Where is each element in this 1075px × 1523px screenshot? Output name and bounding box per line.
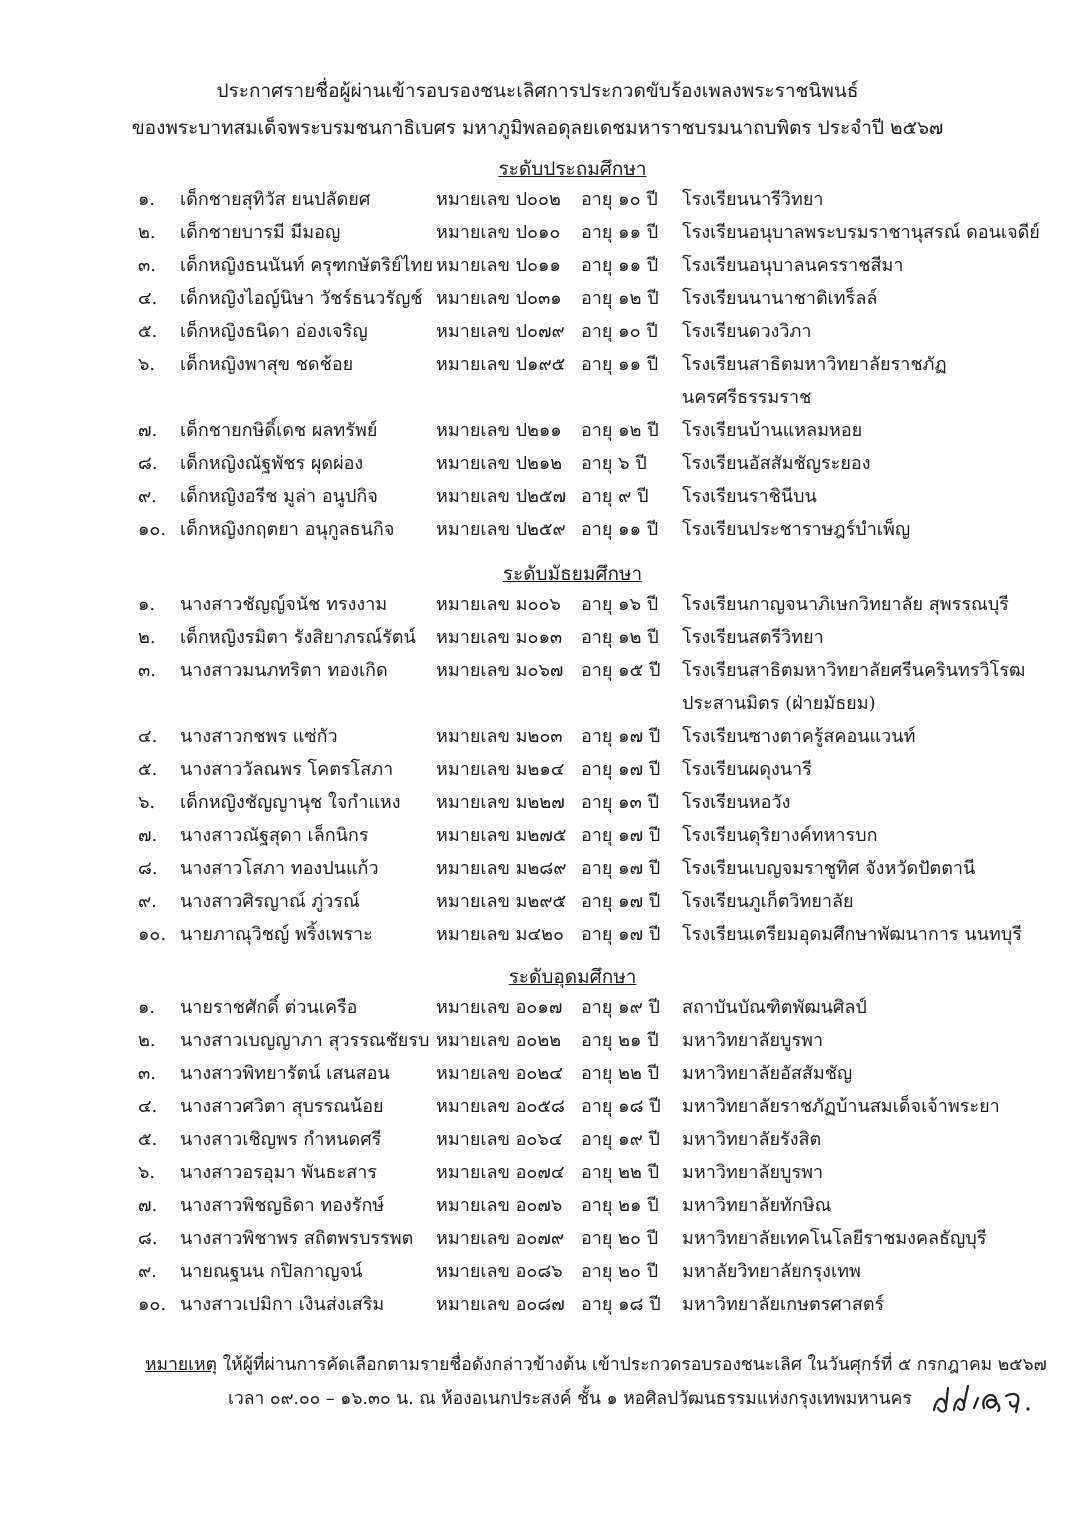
contestant-school: โรงเรียนภูเก็ตวิทยาลัย xyxy=(682,891,854,912)
row-number: ๒. xyxy=(138,1030,156,1051)
contestant-name: เด็กหญิงณัฐพัชร ผุดผ่อง xyxy=(180,453,364,474)
contestant-age: อายุ ๑๗ ปี xyxy=(581,759,661,780)
row-number: ๑๐. xyxy=(138,924,167,945)
contestant-school: มหาวิทยาลัยเทคโนโลยีราชมงคลธัญบุรี xyxy=(682,1228,987,1249)
contestant-age: อายุ ๒๑ ปี xyxy=(581,1195,659,1216)
contestant-number: หมายเลข ป๐๑๑ xyxy=(436,255,561,276)
contestant-name: นางสาวณัฐสุดา เล็กนิกร xyxy=(180,825,369,846)
row-number: ๓. xyxy=(138,255,157,276)
contestant-age: อายุ ๒๐ ปี xyxy=(581,1261,659,1282)
row-number: ๓. xyxy=(138,660,157,681)
contestant-number: หมายเลข อ๐๘๖ xyxy=(436,1261,563,1282)
contestant-school: โรงเรียนราชินีบน xyxy=(682,486,817,507)
row-number: ๕. xyxy=(138,759,158,780)
contestant-school: โรงเรียนสาธิตมหาวิทยาลัยศรีนครินทรวิโรฒ xyxy=(682,660,1026,681)
row-number: ๑. xyxy=(138,997,156,1018)
contestant-number: หมายเลข ป๑๙๕ xyxy=(436,354,566,375)
contestant-name: นางสาวเบญญาภา สุวรรณชัยรบ xyxy=(180,1030,430,1051)
list-item xyxy=(0,348,1075,381)
list-item xyxy=(0,183,1075,216)
contestant-age: อายุ ๑๒ ปี xyxy=(581,420,659,441)
contestant-age: อายุ ๑๗ ปี xyxy=(581,924,661,945)
contestant-age: อายุ ๑๗ ปี xyxy=(581,825,661,846)
contestant-age: อายุ ๑๘ ปี xyxy=(581,1096,661,1117)
row-number: ๘. xyxy=(138,858,158,879)
row-number: ๔. xyxy=(138,1096,158,1117)
contestant-number: หมายเลข ม๔๒๐ xyxy=(436,924,564,945)
list-item xyxy=(0,588,1075,621)
contestant-name: เด็กหญิงรมิตา รังสิยาภรณ์รัตน์ xyxy=(180,627,416,648)
contestant-number: หมายเลข ม๒๗๕ xyxy=(436,825,567,846)
contestant-age: อายุ ๑๑ ปี xyxy=(581,354,659,375)
contestant-name: นางสาวเปมิกา เงินส่งเสริม xyxy=(180,1294,385,1315)
row-number: ๖. xyxy=(138,1162,156,1183)
contestant-number: หมายเลข อ๐๗๖ xyxy=(436,1195,563,1216)
contestant-school: มหาวิทยาลัยอัสสัมชัญ xyxy=(682,1063,853,1084)
list-item xyxy=(0,1057,1075,1090)
contestant-number: หมายเลข ป๒๕๙ xyxy=(436,519,566,540)
contestant-age: อายุ ๑๗ ปี xyxy=(581,891,661,912)
list-item xyxy=(0,918,1075,951)
note-line-1 xyxy=(145,1350,1047,1378)
contestant-name: นายภาณุวิชญ์ พริ้งเพราะ xyxy=(180,924,373,945)
contestant-age: อายุ ๑๑ ปี xyxy=(581,519,659,540)
row-number: ๑๐. xyxy=(138,519,167,540)
contestant-age: อายุ ๑๙ ปี xyxy=(581,1129,660,1150)
contestant-name: นางสาวศวิตา สุบรรณน้อย xyxy=(180,1096,384,1117)
contestant-number: หมายเลข อ๐๗๙ xyxy=(436,1228,565,1249)
contestant-name: นางสาวศิรญาณ์ ภู่วรณ์ xyxy=(180,891,360,912)
contestant-number: หมายเลข อ๐๒๒ xyxy=(436,1030,562,1051)
note-text: ให้ผู้ที่ผ่านการคัดเลือกตามรายชื่อดังกล่าวข้างต้น เข้าประกวดรอบรองชนะเลิศ ในวันศุกร์ที่ ๕ กรกฎาคม ๒๕๖๗ xyxy=(217,1355,1047,1375)
contestant-name: เด็กหญิงธนนันท์ ครุฑกษัตริย์ไทย xyxy=(180,255,434,276)
row-number: ๙. xyxy=(138,1261,157,1282)
contestant-school: โรงเรียนอนุบาลพระบรมราชานุสรณ์ ดอนเจดีย์ xyxy=(682,222,1040,243)
contestant-school: มหาวิทยาลัยทักษิณ xyxy=(682,1195,832,1216)
handwritten-initials xyxy=(930,1380,1040,1420)
row-number: ๖. xyxy=(138,354,156,375)
list-item xyxy=(0,315,1075,348)
list-item xyxy=(0,819,1075,852)
contestant-number: หมายเลข ม๒๘๙ xyxy=(436,858,567,879)
list-item xyxy=(0,282,1075,315)
contestant-school: มหาวิทยาลัยราชภัฏบ้านสมเด็จเจ้าพระยา xyxy=(682,1096,1000,1117)
row-number: ๑. xyxy=(138,594,156,615)
contestant-number: หมายเลข ม๒๑๔ xyxy=(436,759,565,780)
contestant-name: นางสาวพิชาพร สถิตพรบรรพต xyxy=(180,1228,414,1249)
list-item xyxy=(0,720,1075,753)
contestant-school: โรงเรียนนารีวิทยา xyxy=(682,189,824,210)
contestant-school: โรงเรียนเบญจมราชูทิศ จังหวัดปัตตานี xyxy=(682,858,976,879)
row-number: ๒. xyxy=(138,222,156,243)
contestant-age: อายุ ๑๐ ปี xyxy=(581,321,658,342)
contestant-age: อายุ ๑๗ ปี xyxy=(581,858,661,879)
list-item xyxy=(0,852,1075,885)
contestant-age: อายุ ๑๖ ปี xyxy=(581,594,659,615)
list-item xyxy=(0,1189,1075,1222)
contestant-name: นางสาวพิชญธิดา ทองรักษ์ xyxy=(180,1195,385,1216)
row-number: ๔. xyxy=(138,726,158,747)
contestant-name: เด็กหญิงไอญ์นิษา วัชร์ธนวรัญช์ xyxy=(180,288,423,309)
contestant-number: หมายเลข ป๐๑๐ xyxy=(436,222,561,243)
contestant-name: นายราชศักดิ์ ต่วนเครือ xyxy=(180,997,358,1018)
contestant-age: อายุ ๑๒ ปี xyxy=(581,627,659,648)
title-line-2: ของพระบาทสมเด็จพระบรมชนกาธิเบศร มหาภูมิพลอดุลยเดชมหาราชบรมนาถบพิตร ประจำปี ๒๕๖๗ xyxy=(131,117,944,139)
contestant-school: โรงเรียนดวงวิภา xyxy=(682,321,812,342)
contestant-school-continued: ประสานมิตร (ฝ่ายมัธยม) xyxy=(682,693,876,714)
list-item xyxy=(0,216,1075,249)
contestant-name: เด็กหญิงกฤตยา อนุกูลธนกิจ xyxy=(180,519,395,540)
contestant-number: หมายเลข ป๐๐๒ xyxy=(436,189,561,210)
contestant-school: โรงเรียนสตรีวิทยา xyxy=(682,627,824,648)
list-item xyxy=(0,1222,1075,1255)
contestant-name: เด็กหญิงชัญญานุช ใจกำแหง xyxy=(180,792,401,813)
contestant-age: อายุ ๑๑ ปี xyxy=(581,255,659,276)
contestant-number: หมายเลข ป๒๑๑ xyxy=(436,420,562,441)
section-heading-tertiary: ระดับอุดมศึกษา xyxy=(508,966,637,988)
contestant-number: หมายเลข อ๐๒๔ xyxy=(436,1063,563,1084)
contestant-age: อายุ ๑๘ ปี xyxy=(581,1294,661,1315)
contestant-name: เด็กหญิงพาสุข ชดช้อย xyxy=(180,354,354,375)
contestant-name: เด็กชายสุทิวัส ยนปลัดยศ xyxy=(180,189,371,210)
contestant-number: หมายเลข อ๐๕๘ xyxy=(436,1096,565,1117)
section-heading-primary: ระดับประถมศึกษา xyxy=(498,158,647,180)
list-item xyxy=(0,753,1075,786)
section-heading-secondary: ระดับมัธยมศึกษา xyxy=(502,563,643,585)
list-item xyxy=(0,1255,1075,1288)
contestant-name: นางสาวเชิญพร กำหนดศรี xyxy=(180,1129,382,1150)
contestant-number: หมายเลข ม๒๐๓ xyxy=(436,726,563,747)
contestant-number: หมายเลข ป๐๗๙ xyxy=(436,321,565,342)
contestant-school-continued: นครศรีธรรมราช xyxy=(682,387,812,408)
contestant-school: โรงเรียนนานาชาติเทร็ลล์ xyxy=(682,288,878,309)
contestant-age: อายุ ๑๒ ปี xyxy=(581,288,659,309)
contestant-number: หมายเลข อ๐๘๗ xyxy=(436,1294,565,1315)
list-item xyxy=(0,1156,1075,1189)
list-item xyxy=(0,621,1075,654)
contestant-age: อายุ ๑๗ ปี xyxy=(581,726,661,747)
row-number: ๓. xyxy=(138,1063,157,1084)
contestant-number: หมายเลข ม๒๙๕ xyxy=(436,891,567,912)
list-item xyxy=(0,991,1075,1024)
note-line-2: เวลา ๐๙.๐๐ – ๑๖.๓๐ น. ณ ห้องอเนกประสงค์ ชั้น ๑ หอศิลปวัฒนธรรมแห่งกรุงเทพมหานคร xyxy=(228,1389,912,1409)
note-label: หมายเหตุ xyxy=(145,1355,218,1375)
contestant-age: อายุ ๒๑ ปี xyxy=(581,1030,659,1051)
contestant-name: นางสาวกชพร แซ่กัว xyxy=(180,726,338,747)
contestant-age: อายุ ๙ ปี xyxy=(581,486,649,507)
contestant-number: หมายเลข ป๒๕๗ xyxy=(436,486,567,507)
list-item xyxy=(0,1288,1075,1321)
row-number: ๑๐. xyxy=(138,1294,167,1315)
row-number: ๙. xyxy=(138,486,157,507)
contestant-number: หมายเลข ม๐๑๓ xyxy=(436,627,563,648)
row-number: ๖. xyxy=(138,792,156,813)
contestant-age: อายุ ๒๒ ปี xyxy=(581,1063,660,1084)
contestant-school: มหาวิทยาลัยรังสิต xyxy=(682,1129,822,1150)
list-item xyxy=(0,1024,1075,1057)
contestant-age: อายุ ๒๒ ปี xyxy=(581,1162,660,1183)
list-item xyxy=(0,447,1075,480)
contestant-name: นางสาวโสภา ทองปนแก้ว xyxy=(180,858,379,879)
contestant-school: โรงเรียนหอวัง xyxy=(682,792,791,813)
contestant-school: โรงเรียนผดุงนารี xyxy=(682,759,812,780)
list-item xyxy=(0,885,1075,918)
title-line-1: ประกาศรายชื่อผู้ผ่านเข้ารอบรองชนะเลิศการประกวดขับร้องเพลงพระราชนิพนธ์ xyxy=(216,80,859,102)
contestant-age: อายุ ๑๕ ปี xyxy=(581,660,661,681)
contestant-number: หมายเลข ม๐๖๗ xyxy=(436,660,564,681)
contestant-number: หมายเลข ป๒๑๒ xyxy=(436,453,563,474)
contestant-school: โรงเรียนบ้านแหลมหอย xyxy=(682,420,863,441)
contestant-school: สถาบันบัณฑิตพัฒนศิลป์ xyxy=(682,997,867,1018)
contestant-school: โรงเรียนซางตาครู้สคอนแวนท์ xyxy=(682,726,916,747)
contestant-number: หมายเลข ม๒๒๗ xyxy=(436,792,565,813)
contestant-number: หมายเลข ป๐๓๑ xyxy=(436,288,562,309)
list-item xyxy=(0,249,1075,282)
list-item xyxy=(0,414,1075,447)
contestant-school: มหาวิทยาลัยบูรพา xyxy=(682,1030,824,1051)
row-number: ๘. xyxy=(138,1228,158,1249)
row-number: ๙. xyxy=(138,891,157,912)
row-number: ๕. xyxy=(138,1129,158,1150)
contestant-name: เด็กหญิงธนิดา อ่องเจริญ xyxy=(180,321,368,342)
contestant-age: อายุ ๑๐ ปี xyxy=(581,189,658,210)
row-number: ๔. xyxy=(138,288,158,309)
row-number: ๑. xyxy=(138,189,156,210)
contestant-age: อายุ ๖ ปี xyxy=(581,453,647,474)
contestant-number: หมายเลข อ๐๖๔ xyxy=(436,1129,563,1150)
contestant-name: นางสาวมนภทริตา ทองเกิด xyxy=(180,660,388,681)
contestant-number: หมายเลข อ๐๑๗ xyxy=(436,997,563,1018)
contestant-school: มหาวิทยาลัยเกษตรศาสตร์ xyxy=(682,1294,885,1315)
contestant-name: นางสาวพิทยารัตน์ เสนสอน xyxy=(180,1063,390,1084)
contestant-age: อายุ ๑๙ ปี xyxy=(581,997,660,1018)
contestant-number: หมายเลข ม๐๐๖ xyxy=(436,594,561,615)
list-item xyxy=(0,513,1075,546)
contestant-age: อายุ ๑๑ ปี xyxy=(581,222,659,243)
contestant-name: เด็กชายกษิดิ์เดช ผลทรัพย์ xyxy=(180,420,378,441)
list-item xyxy=(0,654,1075,687)
contestant-name: เด็กหญิงอรีช มูล่า อนูปกิจ xyxy=(180,486,378,507)
row-number: ๒. xyxy=(138,627,156,648)
contestant-school: โรงเรียนอนุบาลนครราชสีมา xyxy=(682,255,904,276)
list-item xyxy=(0,480,1075,513)
contestant-name: เด็กชายบารมี มีมอญ xyxy=(180,222,341,243)
contestant-school: โรงเรียนอัสสัมชัญระยอง xyxy=(682,453,871,474)
contestant-school: โรงเรียนสาธิตมหาวิทยาลัยราชภัฏ xyxy=(682,354,947,375)
contestant-name: นางสาวอรอุมา พันธะสาร xyxy=(180,1162,377,1183)
contestant-school: โรงเรียนประชาราษฎร์บำเพ็ญ xyxy=(682,519,911,540)
row-number: ๗. xyxy=(138,825,158,846)
contestant-name: นางสาวชัญญ์จนัช ทรงงาม xyxy=(180,594,388,615)
row-number: ๕. xyxy=(138,321,158,342)
row-number: ๗. xyxy=(138,420,158,441)
contestant-age: อายุ ๑๓ ปี xyxy=(581,792,660,813)
contestant-name: นางสาววัลณพร โคตรโสภา xyxy=(180,759,394,780)
contestant-name: นายณฐนน กปิลกาญจน์ xyxy=(180,1261,363,1282)
contestant-school: โรงเรียนเตรียมอุดมศึกษาพัฒนาการ นนทบุรี xyxy=(682,924,1022,945)
list-item xyxy=(0,786,1075,819)
contestant-age: อายุ ๒๐ ปี xyxy=(581,1228,659,1249)
contestant-school: มหาวิทยาลัยบูรพา xyxy=(682,1162,824,1183)
row-number: ๗. xyxy=(138,1195,158,1216)
contestant-school: โรงเรียนกาญจนาภิเษกวิทยาลัย สุพรรณบุรี xyxy=(682,594,1009,615)
contestant-school: มหาลัยวิทยาลัยกรุงเทพ xyxy=(682,1261,861,1282)
list-item xyxy=(0,1123,1075,1156)
list-item xyxy=(0,1090,1075,1123)
contestant-school: โรงเรียนดุริยางค์ทหารบก xyxy=(682,825,878,846)
contestant-number: หมายเลข อ๐๗๔ xyxy=(436,1162,565,1183)
row-number: ๘. xyxy=(138,453,158,474)
